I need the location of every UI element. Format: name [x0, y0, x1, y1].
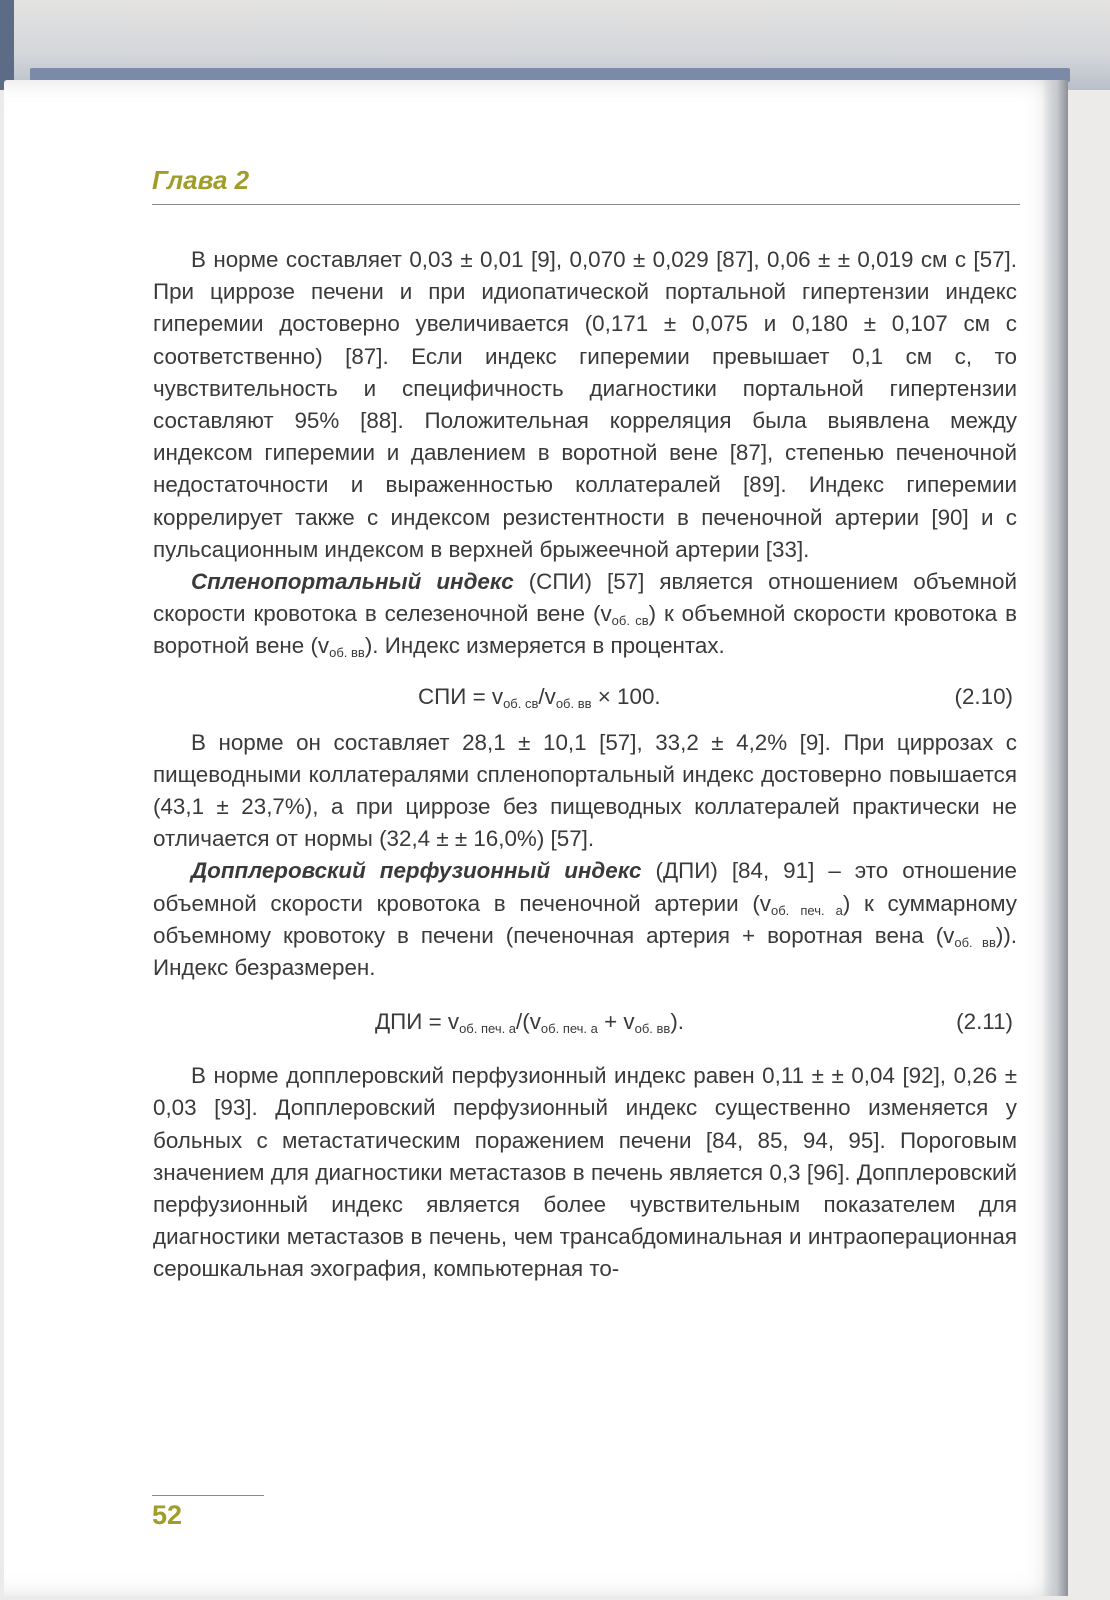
formula-part: /v — [538, 683, 556, 709]
paragraph: В норме допплеровский перфузионный индекс равен 0,11 ± ± 0,04 [92], 0,26 ± 0,03 [93]. Допплеровский перфузионный индекс существенно изменяется у больных с метастатическим поражением печени [84, 85, 94, 95]. Пороговым значением для диагностики метастазов в печень является 0,3 [96]. Допплеровский перфузионный индекс является более чувствительным показателем для диагностики метастазов в печень, чем трансабдоминальная и интраоперационная серошкальная эхография, компьютерная то- — [153, 1063, 1017, 1282]
footer-rule — [152, 1495, 264, 1496]
text-run: ) к суммарному объемному кровотоку в печени (печеночная артерия + воротная вена (v — [153, 890, 1017, 948]
formula-part: ДПИ = v — [375, 1009, 460, 1035]
equation-number: (2.11) — [956, 1009, 1013, 1035]
body-text — [153, 244, 1017, 1286]
formula-2-10 — [153, 681, 1017, 713]
paragraph: В норме составляет 0,03 ± 0,01 [9], 0,070 ± 0,029 [87], 0,06 ± ± 0,019 см с [57]. При циррозе печени и при идиопатической портальной гипертензии индекс гиперемии достоверно увеличивается (0,171 ± 0,075 и 0,180 ± 0,107 см с соответственно) [87]. Если индекс гиперемии превышает 0,1 см с, то чувствительность и специфичность диагностики портальной гипертензии составляют 95% [88]. Положительная корреляция была выявлена между индексом гиперемии и давлением в воротной вене [87], степенью печеночной недостаточности и выраженностью коллатералей [89]. Индекс гиперемии коррелирует также с индексом резистентности в печеночной артерии [90] и с пульсационным индексом в верхней брыжеечной артерии [33]. — [153, 247, 1017, 562]
paragraph-dpi — [153, 855, 1017, 984]
text-run: ) к объемной скорости кровотока в воротной вене (v — [153, 601, 1017, 659]
subscript: об. печ. а — [459, 1021, 517, 1037]
formula-part: СПИ = v — [418, 683, 504, 709]
chapter-title: Глава 2 — [152, 165, 250, 195]
subscript: об. св — [611, 613, 649, 629]
formula-part: ). — [670, 1009, 685, 1035]
subscript: об. печ. а — [540, 1021, 598, 1037]
subscript: об. вв — [555, 695, 592, 711]
equation-number: (2.10) — [954, 683, 1013, 709]
formula-expression — [375, 1006, 684, 1038]
page-number: 52 — [152, 1500, 183, 1530]
formula-part: × 100. — [591, 683, 661, 709]
formula-part: + v — [597, 1009, 635, 1035]
term-spi: Спленопортальный индекс — [191, 569, 514, 595]
subscript: об. вв — [329, 645, 365, 661]
term-dpi: Допплеровский перфузионный индекс — [191, 858, 642, 884]
subscript: об. вв — [954, 934, 996, 950]
text-run: ). Индекс измеряется в процентах. — [364, 633, 725, 659]
page-gutter-shadow — [1042, 80, 1068, 1596]
paragraph: В норме он составляет 28,1 ± 10,1 [57], 33,2 ± 4,2% [9]. При циррозах с пищеводными коллатералями спленопортальный индекс достоверно повышается (43,1 ± 23,7%), а при циррозе без пищеводных коллатералей практически не отличается от нормы (32,4 ± ± 16,0%) [57]. — [153, 729, 1017, 852]
text-run: (ДПИ) [84, 91] – это отношение объемной скорости кровотока в печеночной артерии (v — [153, 858, 1017, 916]
subscript: об. св — [503, 695, 539, 711]
subscript: об. печ. а — [771, 902, 843, 918]
formula-2-11 — [153, 1006, 1017, 1038]
text-run: )). Индекс безразмерен. — [153, 922, 1018, 981]
formula-expression — [418, 681, 661, 713]
paragraph-spi — [153, 566, 1017, 663]
subscript: об. вв — [634, 1021, 671, 1037]
running-header — [152, 160, 1020, 205]
book-spine-edge — [0, 0, 14, 90]
formula-part: /(v — [516, 1009, 541, 1035]
text-run: (СПИ) [57] является отношением объемной скорости кровотока в селезеночной вене (v — [153, 569, 1017, 627]
